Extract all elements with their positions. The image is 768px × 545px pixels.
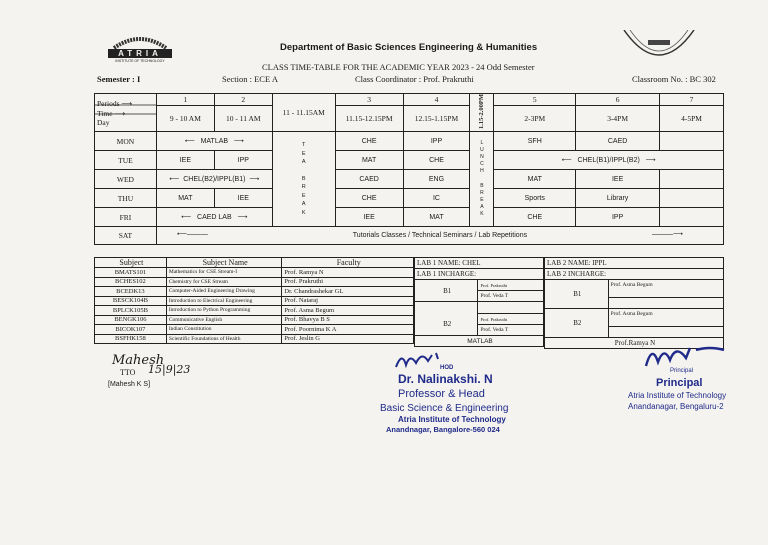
time-slot-lunch: 1.15-2.00PM [470,94,494,132]
timetable-title: CLASS TIME-TABLE FOR THE ACADEMIC YEAR 2023 - 24 Odd Semester [262,62,535,72]
day-cell: MON [95,132,157,151]
hod-institute: Atria Institute of Technology [398,415,506,424]
time-slot: 9 - 10 AM [156,106,214,132]
class-cell: ⟵ MATLAB ⟶ [156,132,272,151]
class-cell: IPP [403,132,470,151]
class-cell: ⟵ CHEL(B2)/IPPL(B1) ⟶ [156,170,272,189]
arrow-left-icon: ⟵ [169,176,180,184]
arrow-left-icon: ⟵ [184,138,195,146]
lab1-name: LAB 1 NAME: CHEL [415,258,544,269]
tto-label: TTO [120,368,136,377]
class-cell: MAT [403,208,470,227]
class-cell: CHE [403,151,470,170]
arrow-left-icon: ⟵ [561,157,572,165]
class-cell: CHE [335,132,403,151]
period-num: 7 [660,94,724,106]
day-cell: WED [95,170,157,189]
logo-subtext: INSTITUTE OF TECHNOLOGY [115,59,165,63]
principal-address: Anandanagar, Bengaluru-2 [628,402,724,411]
arrow-left-icon: ⟵ [181,214,192,222]
class-cell [660,189,724,208]
tto-name: [Mahesh K S] [108,381,151,388]
period-num: 1 [156,94,214,106]
table-row: BSFHK158 Scientific Foundations of Health Prof. Jeslin G [95,334,414,344]
class-cell: ⟵——— Tutorials Classes / Technical Seminars / Lab Repetitions ———⟶ [156,227,723,245]
class-cell: IPP [214,151,272,170]
class-cell: CAED [576,132,660,151]
class-cell: CHE [494,208,576,227]
department-title: Department of Basic Sciences Engineering & Humanities [280,42,538,53]
time-slot: 3-4PM [576,106,660,132]
hod-name: Dr. Nalinakshi. N [398,372,493,386]
class-cell: IEE [214,189,272,208]
tea-break-cell: T E A B R E A K [272,132,335,227]
table-row: BPLCK105B Introduction to Python Programming Prof. Asma Begum [95,306,414,316]
class-cell: IEE [335,208,403,227]
batch-b1: B1 [415,280,478,302]
faculty-header: Faculty [282,258,414,268]
hod-label: HOD [440,365,454,371]
periods-label: Periods [97,98,120,108]
hod-title: Professor & Head [398,388,485,400]
class-cell [660,208,724,227]
section-label: Section : ECE A [222,74,278,84]
faculty-cell: Prof. Veda T [478,325,544,336]
class-cell: Sports [494,189,576,208]
table-row: BCHES102 Chemistry for CSE Stream Prof. Prakruthi [95,277,414,287]
time-slot: 11.15-12.15PM [335,106,403,132]
faculty-cell: Prof. Prakruthi [478,314,544,325]
table-row: BMATS101 Mathematics for CSE Stream-I Prof. Ramya N [95,268,414,278]
faculty-cell: Prof. Asma Begum [608,280,723,298]
time-slot: 4-5PM [660,106,724,132]
semester-label: Semester : I [97,74,141,84]
class-cell: CAED [335,170,403,189]
faculty-cell: Prof. Veda T [478,291,544,302]
lab2-incharge: LAB 2 INCHARGE: [545,269,724,280]
time-slot: 10 - 11 AM [214,106,272,132]
table-row: BICOK107 Indian Constitution Prof. Poornima K A [95,325,414,335]
faculty-cell: Prof. Prakruthi [478,280,544,291]
class-cell: ⟵ CAED LAB ⟶ [156,208,272,227]
lunch-break-cell: L U N C H B R E A K [470,132,494,227]
period-num: 6 [576,94,660,106]
time-label: Time [97,108,113,118]
principal-label: Principal [670,368,694,374]
subject-name-header: Subject Name [166,258,282,268]
class-cell: IPP [576,208,660,227]
class-cell: CHE [335,189,403,208]
day-cell: FRI [95,208,157,227]
hod-dept: Basic Science & Engineering [380,403,509,414]
batch-b2: B2 [545,309,609,338]
hod-address: Anandnagar, Bangalore-560 024 [386,425,500,434]
seal-emblem [620,30,698,70]
day-cell: THU [95,189,157,208]
period-num: 2 [214,94,272,106]
faculty-cell: Prof. Asma Begum [608,309,723,327]
batch-b2: B2 [415,314,478,336]
time-slot: 11 - 11.15AM [272,94,335,132]
principal-title: Principal [656,377,703,389]
time-slot: 2-3PM [494,106,576,132]
arrow-right-icon: ⟶ [237,214,248,222]
lab1-incharge: LAB 1 INCHARGE: [415,269,544,280]
period-num: 3 [335,94,403,106]
coordinator-label: Class Coordinator : Prof. Prakruthi [355,74,474,84]
arrow-right-icon: ———⟶ [651,231,683,239]
lab1-footer: MATLAB [415,336,544,347]
class-cell [660,132,724,151]
arrow-left-icon: ⟵——— [176,231,208,239]
class-cell: IEE [156,151,214,170]
arrow-right-icon: ⟶ [645,157,656,165]
logo-text: ATRIA [118,49,162,58]
table-row: BENGK106 Communicative English Prof. Bhavya B S [95,315,414,325]
class-cell: ⟵ CHEL(B1)/IPPL(B2) ⟶ [494,151,724,170]
day-label: Day [97,117,110,127]
tto-date: 15|9|23 [148,363,191,376]
tto-signature: Mahesh [112,353,165,368]
class-cell: SFH [494,132,576,151]
class-cell: MAT [335,151,403,170]
corner-header-cell [95,94,157,132]
period-num: 4 [403,94,470,106]
lab2-name: LAB 2 NAME: IPPL [545,258,724,269]
day-cell: SAT [95,227,157,245]
arrow-right-icon: ⟶ [233,138,244,146]
batch-b1: B1 [545,280,609,309]
subject-table [94,257,414,344]
time-slot: 12.15-1.15PM [403,106,470,132]
lab1-table [414,257,544,347]
class-cell: IC [403,189,470,208]
arrow-right-icon: ⟶ [249,176,260,184]
institute-logo [100,30,180,70]
day-cell: TUE [95,151,157,170]
table-row: BESCK104B Introduction to Electrical Engineering Prof. Nataraj [95,296,414,306]
timetable-grid [94,93,724,245]
class-cell: Library [576,189,660,208]
class-cell: MAT [494,170,576,189]
class-cell [660,170,724,189]
class-cell: IEE [576,170,660,189]
arrow-right-icon: ⟶ [114,108,126,118]
lab2-footer: Prof.Ramya N [545,338,724,349]
period-num: 5 [494,94,576,106]
arrow-right-icon: ⟶ [121,98,133,108]
principal-institute: Atria Institute of Technology [628,391,727,400]
class-cell: MAT [156,189,214,208]
lab2-table [544,257,724,349]
class-cell: ENG [403,170,470,189]
classroom-label: Classroom No. : BC 302 [632,74,716,84]
table-row: BCEDK13 Computer-Aided Engineering Drawing Dr. Chandrashekar GL [95,287,414,297]
subject-header: Subject [95,258,167,268]
